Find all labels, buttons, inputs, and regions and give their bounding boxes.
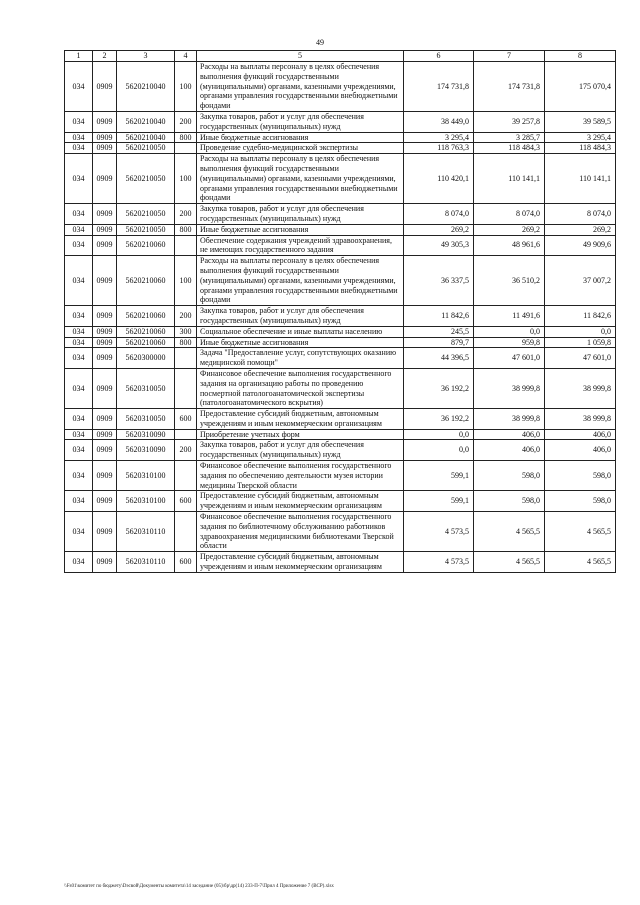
expense-type-cell (175, 461, 197, 491)
amount-year1-cell: 36 192,2 (404, 409, 474, 430)
target-article-cell: 5620310090 (117, 440, 175, 461)
expense-type-cell: 800 (175, 337, 197, 348)
amount-year2-cell: 118 484,3 (474, 143, 545, 154)
table-row (65, 224, 616, 235)
expense-type-cell: 600 (175, 409, 197, 430)
header-cell: 2 (93, 51, 117, 62)
amount-year1-cell: 38 449,0 (404, 111, 474, 132)
ministry-code-cell: 034 (65, 62, 93, 112)
target-article-cell: 5620310050 (117, 409, 175, 430)
amount-year3-cell: 110 141,1 (545, 154, 616, 204)
amount-year3-cell: 3 295,4 (545, 132, 616, 143)
table-row (65, 461, 616, 491)
ministry-code-cell: 034 (65, 409, 93, 430)
ministry-code-cell: 034 (65, 132, 93, 143)
target-article-cell: 5620210060 (117, 337, 175, 348)
description-cell: Приобретение учетных форм (197, 429, 404, 440)
amount-year1-cell: 36 337,5 (404, 256, 474, 306)
section-code-cell: 0909 (93, 461, 117, 491)
description-cell: Задача "Предоставление услуг, сопутствующих оказанию медицинской помощи" (197, 348, 404, 369)
table-row (65, 235, 616, 256)
expense-type-cell (175, 348, 197, 369)
ministry-code-cell: 034 (65, 552, 93, 573)
amount-year2-cell: 39 257,8 (474, 111, 545, 132)
amount-year3-cell: 118 484,3 (545, 143, 616, 154)
description-cell: Закупка товаров, работ и услуг для обеспечения государственных (муниципальных) нужд (197, 440, 404, 461)
expense-type-cell: 100 (175, 256, 197, 306)
section-code-cell: 0909 (93, 440, 117, 461)
amount-year1-cell: 11 842,6 (404, 306, 474, 327)
ministry-code-cell: 034 (65, 337, 93, 348)
ministry-code-cell: 034 (65, 326, 93, 337)
description-cell: Закупка товаров, работ и услуг для обеспечения государственных (муниципальных) нужд (197, 111, 404, 132)
amount-year3-cell: 269,2 (545, 224, 616, 235)
amount-year1-cell: 599,1 (404, 491, 474, 512)
section-code-cell: 0909 (93, 512, 117, 552)
amount-year2-cell: 598,0 (474, 491, 545, 512)
ministry-code-cell: 034 (65, 256, 93, 306)
ministry-code-cell: 034 (65, 491, 93, 512)
description-cell: Социальное обеспечение и иные выплаты населению (197, 326, 404, 337)
table-row (65, 429, 616, 440)
target-article-cell: 5620210060 (117, 326, 175, 337)
amount-year2-cell: 598,0 (474, 461, 545, 491)
amount-year2-cell: 3 285,7 (474, 132, 545, 143)
amount-year3-cell: 175 070,4 (545, 62, 616, 112)
target-article-cell: 5620210040 (117, 132, 175, 143)
amount-year3-cell: 11 842,6 (545, 306, 616, 327)
table-header-row (65, 51, 616, 62)
expense-type-cell: 800 (175, 224, 197, 235)
header-cell: 3 (117, 51, 175, 62)
amount-year3-cell: 38 999,8 (545, 409, 616, 430)
amount-year1-cell: 174 731,8 (404, 62, 474, 112)
description-cell: Иные бюджетные ассигнования (197, 337, 404, 348)
amount-year3-cell: 39 589,5 (545, 111, 616, 132)
section-code-cell: 0909 (93, 429, 117, 440)
expense-type-cell (175, 429, 197, 440)
expense-type-cell: 200 (175, 306, 197, 327)
description-cell: Предоставление субсидий бюджетным, автономным учреждениям и иным некоммерческим организациям (197, 552, 404, 573)
target-article-cell: 5620210060 (117, 306, 175, 327)
target-article-cell: 5620310050 (117, 368, 175, 408)
section-code-cell: 0909 (93, 62, 117, 112)
table-row (65, 154, 616, 204)
description-cell: Иные бюджетные ассигнования (197, 132, 404, 143)
section-code-cell: 0909 (93, 235, 117, 256)
amount-year1-cell: 8 074,0 (404, 204, 474, 225)
section-code-cell: 0909 (93, 224, 117, 235)
amount-year3-cell: 598,0 (545, 491, 616, 512)
expense-type-cell: 200 (175, 204, 197, 225)
amount-year2-cell: 47 601,0 (474, 348, 545, 369)
budget-table (64, 50, 616, 573)
section-code-cell: 0909 (93, 337, 117, 348)
target-article-cell: 5620210050 (117, 224, 175, 235)
description-cell: Обеспечение содержания учреждений здравоохранения, не имеющих государственного задания (197, 235, 404, 256)
table-row (65, 204, 616, 225)
header-cell: 8 (545, 51, 616, 62)
section-code-cell: 0909 (93, 552, 117, 573)
target-article-cell: 5620310100 (117, 461, 175, 491)
expense-type-cell: 600 (175, 552, 197, 573)
description-cell: Расходы на выплаты персоналу в целях обеспечения выполнения функций государственными (муниципальными) органами, казенными учреждениями, органами управления государственными внебюджетными фондами (197, 256, 404, 306)
description-cell: Финансовое обеспечение выполнения государственного задания по библиотечному обслуживанию работников здравоохранения медицинскими библиотеками Тверской области (197, 512, 404, 552)
description-cell: Расходы на выплаты персоналу в целях обеспечения выполнения функций государственными (муниципальными) органами, казенными учреждениями, органами управления государственными внебюджетными фондами (197, 154, 404, 204)
page-number: 49 (316, 38, 324, 47)
amount-year2-cell: 4 565,5 (474, 552, 545, 573)
target-article-cell: 5620210060 (117, 256, 175, 306)
amount-year2-cell: 4 565,5 (474, 512, 545, 552)
amount-year1-cell: 0,0 (404, 440, 474, 461)
section-code-cell: 0909 (93, 143, 117, 154)
expense-type-cell: 200 (175, 111, 197, 132)
ministry-code-cell: 034 (65, 429, 93, 440)
target-article-cell: 5620210060 (117, 235, 175, 256)
amount-year2-cell: 406,0 (474, 440, 545, 461)
ministry-code-cell: 034 (65, 348, 93, 369)
expense-type-cell: 300 (175, 326, 197, 337)
header-cell: 7 (474, 51, 545, 62)
ministry-code-cell: 034 (65, 440, 93, 461)
target-article-cell: 5620210040 (117, 111, 175, 132)
description-cell: Предоставление субсидий бюджетным, автономным учреждениям и иным некоммерческим организациям (197, 409, 404, 430)
section-code-cell: 0909 (93, 326, 117, 337)
amount-year3-cell: 47 601,0 (545, 348, 616, 369)
target-article-cell: 5620210040 (117, 62, 175, 112)
ministry-code-cell: 034 (65, 111, 93, 132)
amount-year1-cell: 110 420,1 (404, 154, 474, 204)
table-row (65, 143, 616, 154)
amount-year3-cell: 1 059,8 (545, 337, 616, 348)
table-row (65, 348, 616, 369)
amount-year2-cell: 110 141,1 (474, 154, 545, 204)
header-cell: 1 (65, 51, 93, 62)
section-code-cell: 0909 (93, 491, 117, 512)
expense-type-cell (175, 235, 197, 256)
amount-year2-cell: 406,0 (474, 429, 545, 440)
amount-year3-cell: 8 074,0 (545, 204, 616, 225)
amount-year2-cell: 11 491,6 (474, 306, 545, 327)
description-cell: Финансовое обеспечение выполнения государственного задания на организацию работы по проведению посмертной патологоанатомической экспертизы (патологоанатомического вскрытия) (197, 368, 404, 408)
amount-year3-cell: 0,0 (545, 326, 616, 337)
table-row (65, 306, 616, 327)
target-article-cell: 5620310090 (117, 429, 175, 440)
table-row (65, 440, 616, 461)
ministry-code-cell: 034 (65, 461, 93, 491)
table-row (65, 409, 616, 430)
amount-year2-cell: 0,0 (474, 326, 545, 337)
amount-year1-cell: 269,2 (404, 224, 474, 235)
target-article-cell: 5620210050 (117, 204, 175, 225)
description-cell: Предоставление субсидий бюджетным, автономным учреждениям и иным некоммерческим организациям (197, 491, 404, 512)
header-cell: 6 (404, 51, 474, 62)
section-code-cell: 0909 (93, 204, 117, 225)
table-row (65, 368, 616, 408)
amount-year3-cell: 49 909,6 (545, 235, 616, 256)
amount-year1-cell: 599,1 (404, 461, 474, 491)
amount-year2-cell: 269,2 (474, 224, 545, 235)
ministry-code-cell: 034 (65, 368, 93, 408)
section-code-cell: 0909 (93, 111, 117, 132)
amount-year1-cell: 4 573,5 (404, 552, 474, 573)
amount-year3-cell: 4 565,5 (545, 552, 616, 573)
amount-year3-cell: 598,0 (545, 461, 616, 491)
ministry-code-cell: 034 (65, 143, 93, 154)
amount-year3-cell: 406,0 (545, 440, 616, 461)
table-row (65, 256, 616, 306)
amount-year2-cell: 8 074,0 (474, 204, 545, 225)
target-article-cell: 5620210050 (117, 143, 175, 154)
section-code-cell: 0909 (93, 306, 117, 327)
expense-type-cell: 200 (175, 440, 197, 461)
description-cell: Проведение судебно-медицинской экспертизы (197, 143, 404, 154)
table-row (65, 326, 616, 337)
expense-type-cell (175, 512, 197, 552)
section-code-cell: 0909 (93, 154, 117, 204)
expense-type-cell: 100 (175, 62, 197, 112)
ministry-code-cell: 034 (65, 224, 93, 235)
amount-year1-cell: 36 192,2 (404, 368, 474, 408)
target-article-cell: 5620310100 (117, 491, 175, 512)
amount-year2-cell: 48 961,6 (474, 235, 545, 256)
amount-year3-cell: 406,0 (545, 429, 616, 440)
amount-year1-cell: 118 763,3 (404, 143, 474, 154)
amount-year1-cell: 49 305,3 (404, 235, 474, 256)
expense-type-cell (175, 368, 197, 408)
target-article-cell: 5620310110 (117, 512, 175, 552)
section-code-cell: 0909 (93, 368, 117, 408)
amount-year1-cell: 879,7 (404, 337, 474, 348)
table-row (65, 552, 616, 573)
ministry-code-cell: 034 (65, 235, 93, 256)
amount-year2-cell: 38 999,8 (474, 368, 545, 408)
amount-year2-cell: 959,8 (474, 337, 545, 348)
description-cell: Закупка товаров, работ и услуг для обеспечения государственных (муниципальных) нужд (197, 204, 404, 225)
ministry-code-cell: 034 (65, 512, 93, 552)
table-row (65, 337, 616, 348)
amount-year2-cell: 174 731,8 (474, 62, 545, 112)
table-row (65, 62, 616, 112)
ministry-code-cell: 034 (65, 306, 93, 327)
ministry-code-cell: 034 (65, 204, 93, 225)
amount-year3-cell: 37 007,2 (545, 256, 616, 306)
file-path-footer: \\Fs01\комитет по бюджету\Dэсвой\Документы комитета\14 заседание (05)\бр\др(14) 233-П-7\Прил 4 Приложение 7 (ВСР).xlsx (64, 884, 334, 889)
table-row (65, 512, 616, 552)
description-cell: Иные бюджетные ассигнования (197, 224, 404, 235)
amount-year1-cell: 44 396,5 (404, 348, 474, 369)
ministry-code-cell: 034 (65, 154, 93, 204)
amount-year1-cell: 245,5 (404, 326, 474, 337)
amount-year2-cell: 38 999,8 (474, 409, 545, 430)
expense-type-cell: 600 (175, 491, 197, 512)
amount-year1-cell: 4 573,5 (404, 512, 474, 552)
target-article-cell: 5620300000 (117, 348, 175, 369)
section-code-cell: 0909 (93, 409, 117, 430)
amount-year3-cell: 38 999,8 (545, 368, 616, 408)
section-code-cell: 0909 (93, 256, 117, 306)
description-cell: Расходы на выплаты персоналу в целях обеспечения выполнения функций государственными (муниципальными) органами, казенными учреждениями, органами управления государственными внебюджетными фондами (197, 62, 404, 112)
table-row (65, 111, 616, 132)
table-row (65, 491, 616, 512)
amount-year3-cell: 4 565,5 (545, 512, 616, 552)
description-cell: Финансовое обеспечение выполнения государственного задания по обеспечению деятельности музея истории медицины Тверской области (197, 461, 404, 491)
expense-type-cell: 800 (175, 132, 197, 143)
amount-year1-cell: 3 295,4 (404, 132, 474, 143)
description-cell: Закупка товаров, работ и услуг для обеспечения государственных (муниципальных) нужд (197, 306, 404, 327)
header-cell: 4 (175, 51, 197, 62)
target-article-cell: 5620310110 (117, 552, 175, 573)
expense-type-cell: 100 (175, 154, 197, 204)
section-code-cell: 0909 (93, 132, 117, 143)
table-row (65, 132, 616, 143)
target-article-cell: 5620210050 (117, 154, 175, 204)
amount-year2-cell: 36 510,2 (474, 256, 545, 306)
section-code-cell: 0909 (93, 348, 117, 369)
amount-year1-cell: 0,0 (404, 429, 474, 440)
expense-type-cell (175, 143, 197, 154)
header-cell: 5 (197, 51, 404, 62)
